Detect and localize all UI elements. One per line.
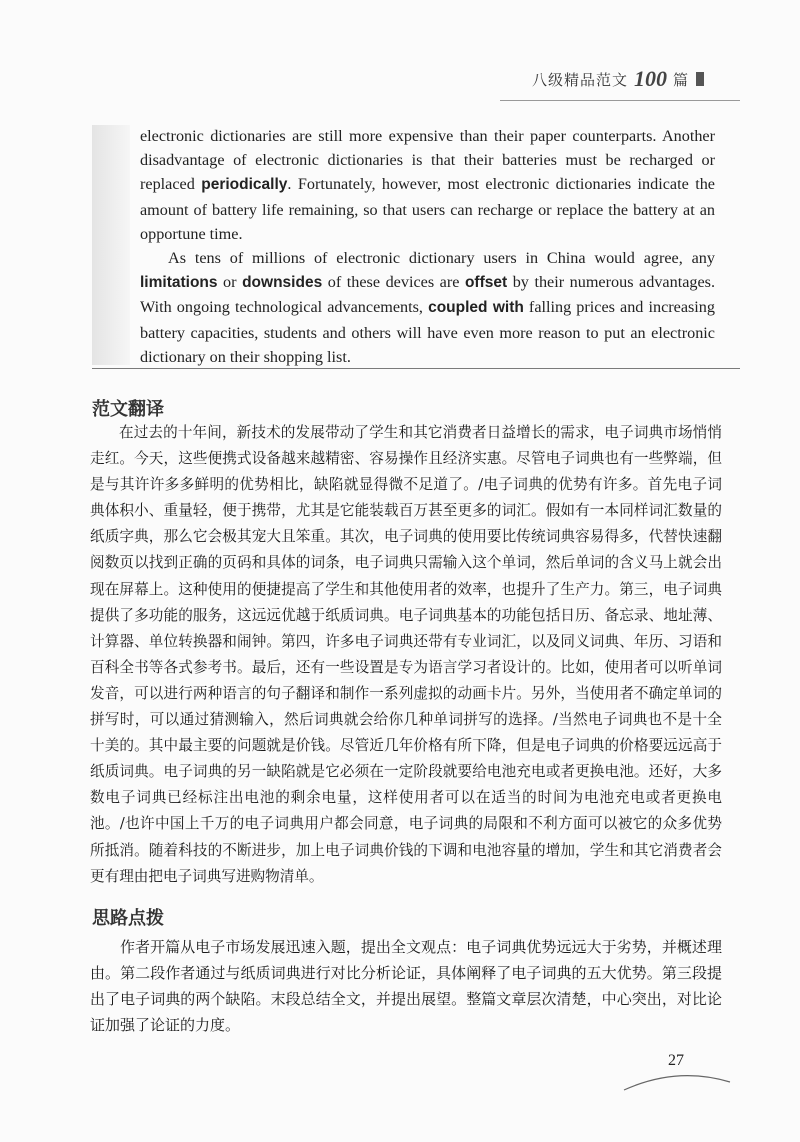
vocab-highlight: downsides: [242, 274, 323, 292]
section-divider: [92, 368, 740, 369]
vocab-highlight: limitations: [140, 274, 218, 292]
vocab-highlight: periodically: [201, 176, 288, 194]
english-text: electronic dictionaries are still more expensive than their paper counterparts. Another disadvantage of electronic dictionaries is that their batteries must be recharged or replaced: [140, 127, 715, 194]
english-text: . Fortunately, however, most electronic dictionaries indicate the amount of battery life remaining, so that users can recharge or replace the battery at an opportune time.: [140, 175, 715, 243]
english-text: by their numerous advantages. With ongoing technological advancements,: [140, 273, 715, 317]
vocab-highlight: offset: [464, 274, 508, 292]
running-header: [532, 66, 704, 92]
vocab-highlight: coupled with: [428, 299, 524, 317]
english-text: of these devices are: [322, 273, 465, 292]
header-suffix: 篇: [672, 70, 688, 89]
header-title: 八级精品范文: [531, 70, 628, 89]
translation-heading: 范文翻译: [92, 399, 164, 420]
english-paragraph-2: [140, 246, 715, 369]
english-text: As tens of millions of electronic dictionary users in China would agree, any: [168, 249, 715, 268]
header-block-decoration: [696, 72, 704, 86]
analysis-heading: 思路点拨: [92, 908, 164, 929]
analysis-body: [90, 934, 722, 1038]
english-paragraph-1: [140, 124, 715, 246]
page-corner-curve: [622, 1072, 732, 1092]
analysis-paragraph: 作者开篇从电子市场发展迅速入题，提出全文观点：电子词典优势远远大于劣势，并概述理由。第二段作者通过与纸质词典进行对比分析论证，具体阐释了电子词典的五大优势。第三段提出了电子词典的两个缺陷。末段总结全文，并提出展望。整篇文章层次清楚，中心突出，对比论证加强了论证的力度。: [90, 938, 722, 1034]
english-text: falling prices and increasing battery capacities, students and others will have even more reason to put an electronic dictionary on their shopping list.: [140, 298, 715, 366]
english-text: or: [217, 273, 243, 292]
margin-shade: [92, 125, 130, 365]
header-number: 100: [633, 66, 667, 91]
translation-paragraph: 在过去的十年间，新技术的发展带动了学生和其它消费者日益增长的需求，电子词典市场悄悄走红。今天，这些便携式设备越来越精密、容易操作且经济实惠。尽管电子词典也有一些弊端，但是与其许许多多鲜明的优势相比，缺陷就显得微不足道了。/电子词典的优势有许多。首先电子词典体积小、重量轻，便于携带，尤其是它能装载百万甚至更多的词汇。假如有一本同样词汇数量的纸质字典，那么它会极其宠大且笨重。其次，电子词典的使用要比传统词典容易得多，代替快速翻阅数页以找到正确的页码和具体的词条，电子词典只需输入这个单词，然后单词的含义马上就会出现在屏幕上。这种使用的便捷提高了学生和其他使用者的效率，也提升了生产力。第三，电子词典提供了多功能的服务，这远远优越于纸质词典。电子词典基本的功能包括日历、备忘录、地址薄、计算器、单位转换器和闹钟。第四，许多电子词典还带有专业词汇，以及同义词典、年历、习语和百科全书等各式参考书。最后，还有一些设置是专为语言学习者设计的。比如，使用者可以听单词发音，可以进行两种语言的句子翻译和制作一系列虚拟的动画卡片。另外，当使用者不确定单词的拼写时，可以通过猜测输入，然后词典就会给你几种单词拼写的选择。/当然电子词典也不是十全十美的。其中最主要的问题就是价钱。尽管近几年价格有所下降，但是电子词典的价格要远远高于纸质词典。电子词典的另一缺陷就是它必须在一定阶段就要给电池充电或者更换电池。还好，大多数电子词典已经标注出电池的剩余电量，这样使用者可以在适当的时间为电池充电或者更换电池。/也许中国上千万的电子词典用户都会同意，电子词典的局限和不利方面可以被它的众多优势所抵消。随着科技的不断进步，加上电子词典价钱的下调和电池容量的增加，学生和其它消费者会更有理由把电子词典写进购物清单。: [90, 424, 722, 885]
header-rule: [500, 100, 740, 101]
english-essay: [140, 124, 715, 369]
page-number: 27: [668, 1052, 684, 1069]
translation-body: [90, 420, 722, 890]
